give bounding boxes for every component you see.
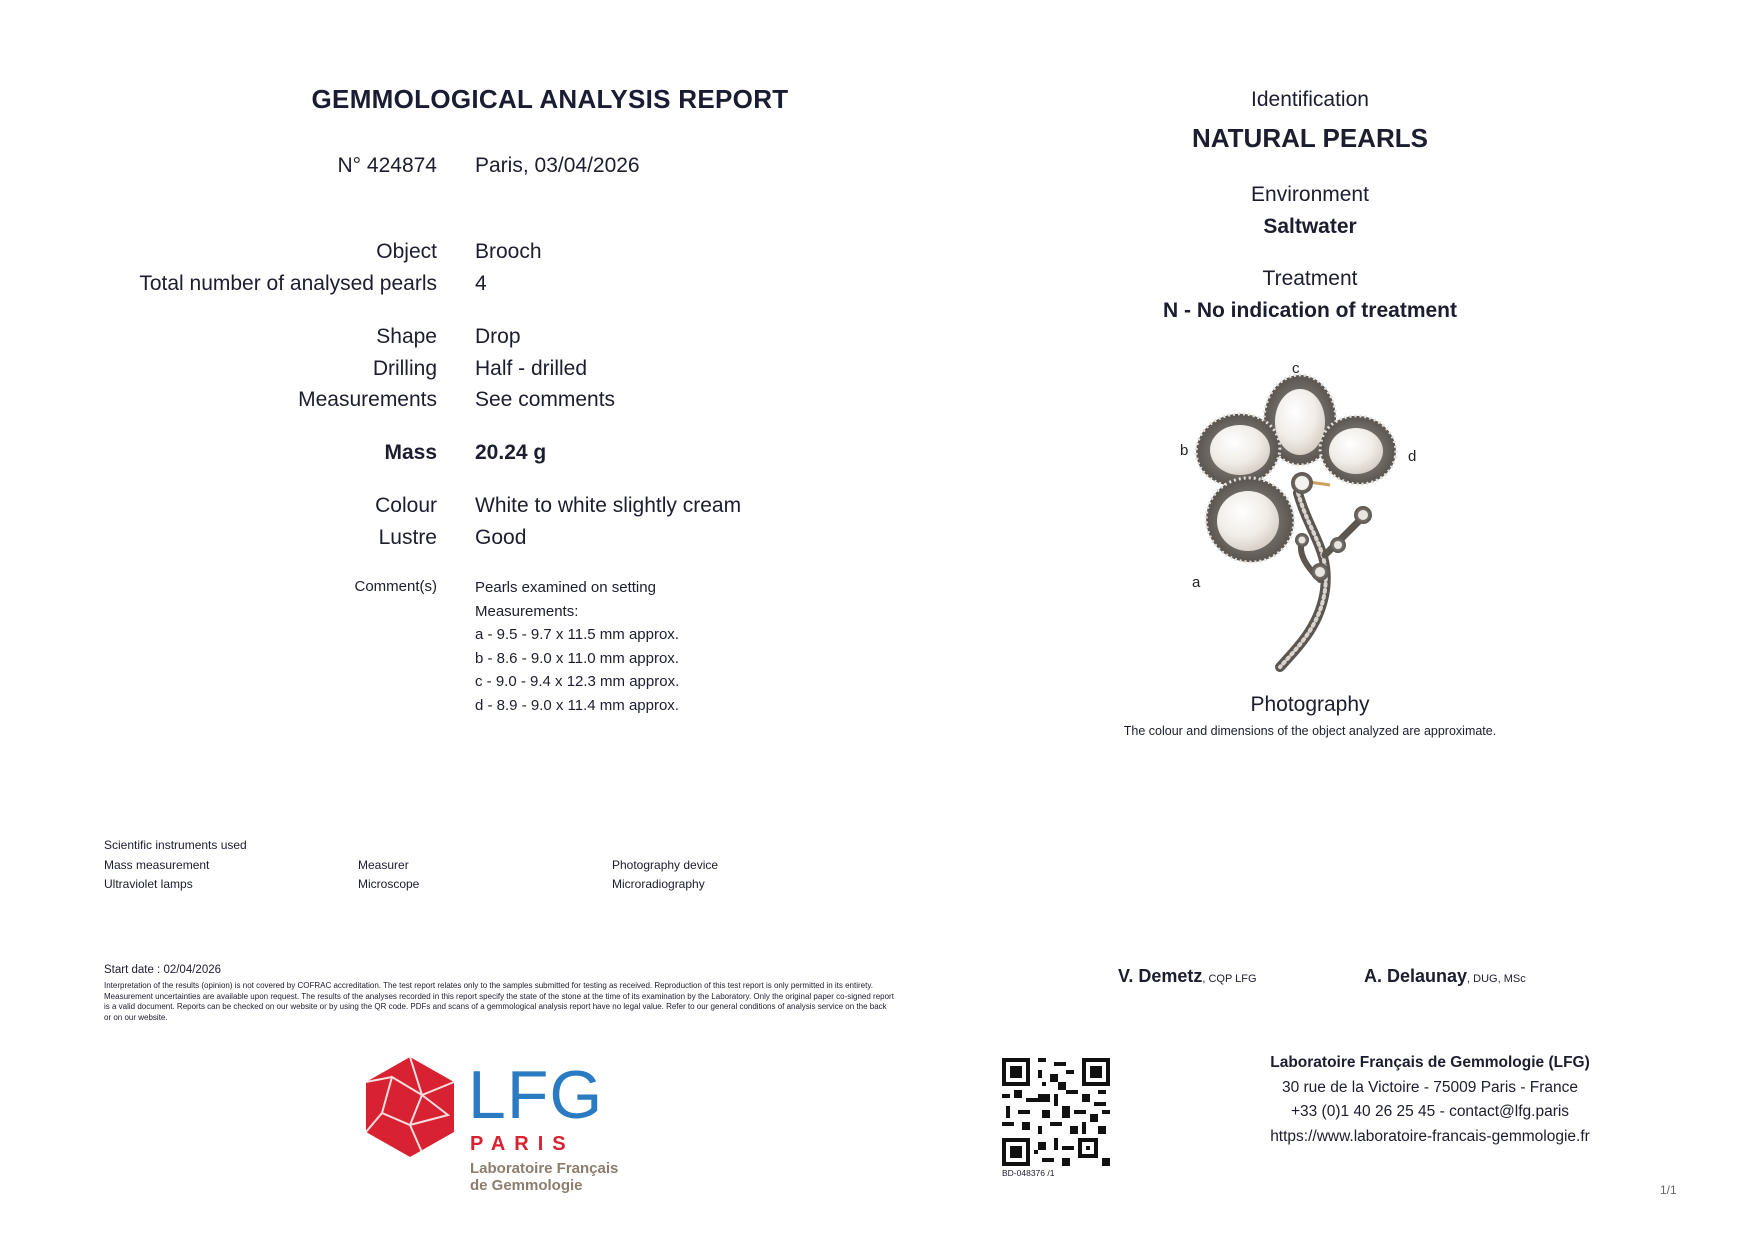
object-label: Object <box>376 240 437 263</box>
instrument-item: Photography device <box>612 858 719 872</box>
environment-label: Environment <box>1251 183 1369 206</box>
instrument-item: Mass measurement <box>104 858 210 872</box>
signer-1-title: , CQP LFG <box>1202 973 1257 985</box>
measurements-label: Measurements <box>298 388 437 411</box>
lfg-logo <box>362 1055 642 1205</box>
photography-label: Photography <box>1250 693 1370 716</box>
instruments-heading: Scientific instruments used <box>104 838 247 852</box>
instrument-item: Microscope <box>358 877 420 891</box>
report-title: GEMMOLOGICAL ANALYSIS REPORT <box>311 84 789 114</box>
instrument-item: Ultraviolet lamps <box>104 877 193 891</box>
shape-label: Shape <box>376 325 437 348</box>
lustre-value: Good <box>475 526 527 549</box>
treatment-label: Treatment <box>1262 267 1358 290</box>
comment-line: b - 8.6 - 9.0 x 11.0 mm approx. <box>475 649 679 667</box>
lab-address <box>1240 1051 1620 1149</box>
photography-note: The colour and dimensions of the object analyzed are approximate. <box>1123 724 1497 738</box>
total-pearls-value: 4 <box>475 272 487 295</box>
lab-website-link[interactable]: https://www.laboratoire-francais-gemmologie.fr <box>1270 1127 1590 1145</box>
comments-block <box>475 576 679 717</box>
photo-marker-c: c <box>1292 360 1300 377</box>
comment-line: c - 9.0 - 9.4 x 12.3 mm approx. <box>475 673 680 690</box>
comments-label: Comment(s) <box>354 578 437 595</box>
environment-value: Saltwater <box>1263 215 1357 238</box>
photo-marker-b: b <box>1180 442 1189 459</box>
logo-letters: LFG <box>468 1057 604 1133</box>
colour-value: White to white slightly cream <box>475 494 742 517</box>
drilling-value: Half - drilled <box>475 357 588 380</box>
logo-city: PARIS <box>470 1133 575 1155</box>
treatment-value: N - No indication of treatment <box>1163 299 1457 322</box>
lab-name: Laboratoire Français de Gemmologie (LFG) <box>1270 1054 1590 1071</box>
signer-2-title: , DUG, MSc <box>1467 973 1526 985</box>
instrument-item: Measurer <box>358 858 409 872</box>
instrument-item: Microradiography <box>612 877 705 891</box>
signer-2-name: A. Delaunay <box>1364 966 1468 986</box>
comment-line: d - 8.9 - 9.0 x 11.4 mm approx. <box>475 696 679 714</box>
logo-line-1: Laboratoire Français <box>470 1160 619 1177</box>
signer-1-name: V. Demetz <box>1118 966 1203 986</box>
comment-line: a - 9.5 - 9.7 x 11.5 mm approx. <box>475 626 679 643</box>
start-date: Start date : 02/04/2026 <box>104 964 222 976</box>
logo-line-2: de Gemmologie <box>470 1177 583 1194</box>
photo-marker-a: a <box>1192 574 1201 591</box>
disclaimer-text: Interpretation of the results (opinion) is not covered by COFRAC accreditation. The test report relates only to the samples submitted for testing as received. Reproduction of this test report is only permitted in its entirety. Measurement uncertainties are available upon request. The results of the analyses recorded in this report specify the state of the stone at the time of its examination by the Laboratory. Only the original paper co-signed report is a valid document. Reports can be checked on our website or by using the QR code. PDFs and scans of a gemmological analysis report have no legal value. Refer to our general conditions of analysis service on the back or on our website. <box>104 981 894 1022</box>
report-number: N° 424874 <box>337 154 437 177</box>
brooch-photo <box>1180 360 1450 675</box>
signer-2 <box>1364 966 1526 987</box>
mass-label: Mass <box>384 441 437 464</box>
object-value: Brooch <box>475 240 542 263</box>
measurements-value: See comments <box>475 388 616 411</box>
signer-1 <box>1118 966 1257 987</box>
identification-label: Identification <box>1251 88 1369 111</box>
comment-line: Pearls examined on setting <box>475 579 656 596</box>
qr-code-id: BD-048376 /1 <box>1002 1168 1055 1178</box>
page-number: 1/1 <box>1660 1183 1677 1197</box>
qr-code[interactable] <box>1002 1058 1110 1166</box>
shape-value: Drop <box>475 325 521 348</box>
total-pearls-label: Total number of analysed pearls <box>139 272 437 295</box>
lfg-hexagon-icon <box>362 1055 458 1159</box>
identification-value: NATURAL PEARLS <box>1192 123 1428 153</box>
mass-value: 20.24 g <box>475 441 547 464</box>
lab-street: 30 rue de la Victoire - 75009 Paris - France <box>1281 1078 1579 1096</box>
comment-line: Measurements: <box>475 602 579 620</box>
lab-contact: +33 (0)1 40 26 25 45 - contact@lfg.paris <box>1290 1103 1570 1120</box>
photo-marker-d: d <box>1408 448 1417 465</box>
drilling-label: Drilling <box>372 357 437 380</box>
lustre-label: Lustre <box>378 526 437 549</box>
report-place-date: Paris, 03/04/2026 <box>475 154 640 177</box>
colour-label: Colour <box>375 494 437 517</box>
